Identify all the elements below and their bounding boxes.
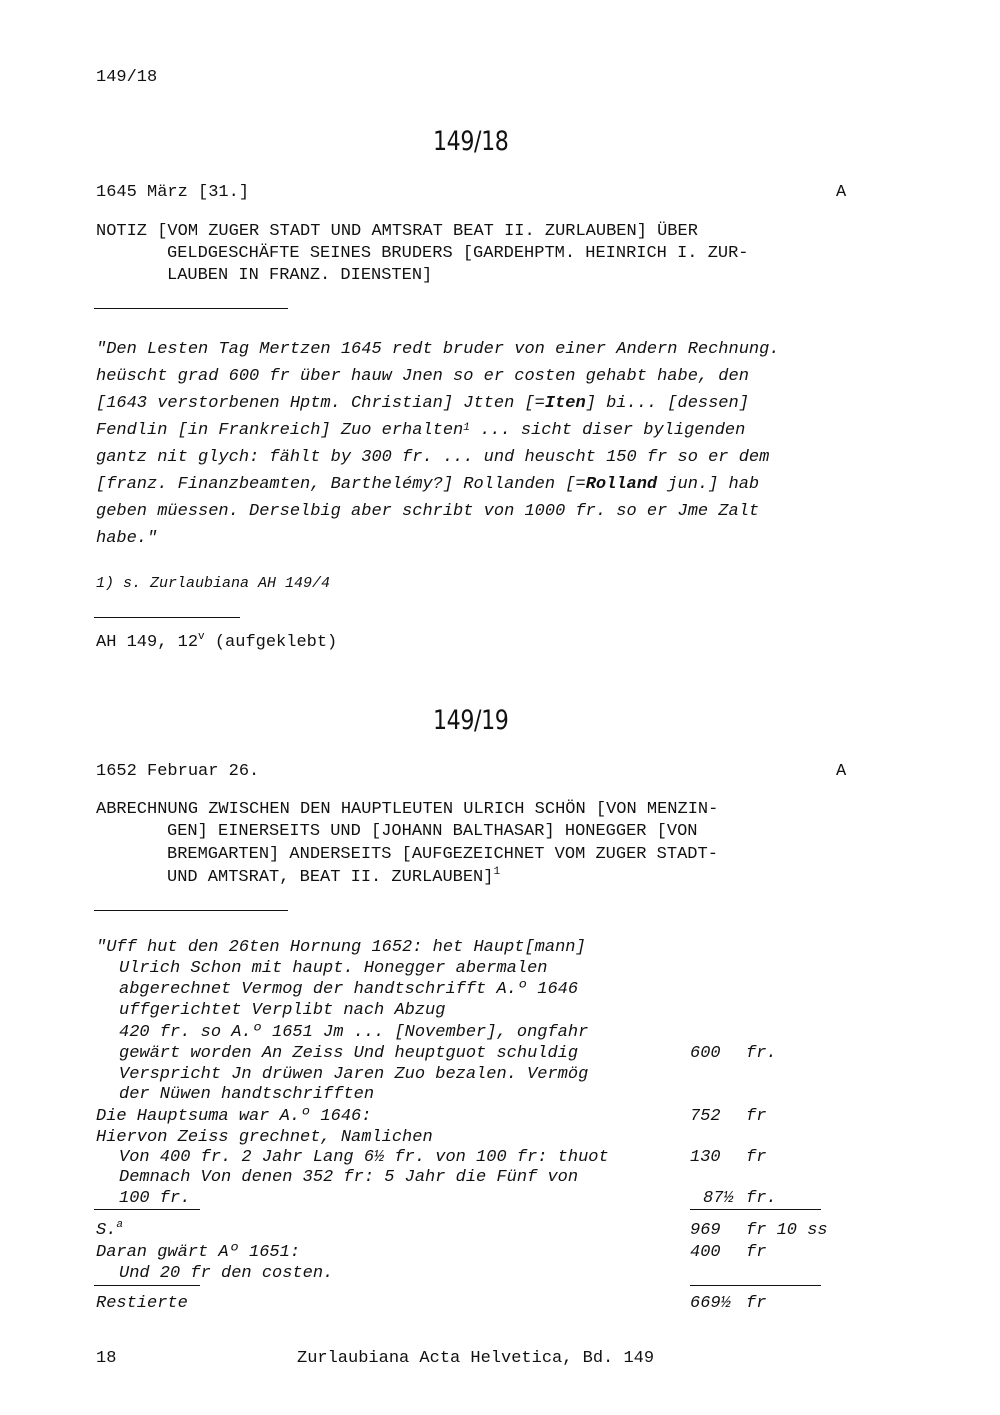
account-line: Die Hauptsuma war A.º 1646: <box>96 1107 372 1126</box>
amount: 130 <box>690 1148 721 1167</box>
entry-number-149-18: 149/18 <box>433 126 509 157</box>
sum-rule-left <box>94 1285 200 1286</box>
entry2-mark: A <box>836 762 847 781</box>
account-line: Daran gwärt Aº 1651: <box>96 1243 301 1262</box>
amount: 669½ <box>690 1294 731 1313</box>
unit: fr 10 ss <box>746 1221 828 1240</box>
unit: fr <box>746 1107 767 1126</box>
account-line: der Nüwen handtschrifften <box>119 1085 375 1104</box>
page-number: 18 <box>96 1349 117 1368</box>
entry2-title-line: BREMGARTEN] ANDERSEITS [AUFGEZEICHNET VOM ZUGER STADT- <box>167 845 718 864</box>
account-line: Restierte <box>96 1294 188 1313</box>
unit: fr. <box>746 1189 777 1208</box>
account-line <box>96 1221 123 1240</box>
sum-rule-right <box>690 1209 821 1210</box>
account-line: Von 400 fr. 2 Jahr Lang 6½ fr. von 100 fr: thuot <box>119 1148 609 1167</box>
unit: fr <box>746 1243 767 1262</box>
bold-name-rolland: Rolland <box>585 475 658 494</box>
unit: fr <box>746 1294 767 1313</box>
entry2-title-line: ABRECHNUNG ZWISCHEN DEN HAUPTLEUTEN ULRICH SCHÖN [VON MENZIN- <box>96 800 719 819</box>
footnote-divider <box>94 617 240 618</box>
account-line: abgerechnet Vermog der handtschrifft A.º 1646 <box>119 980 579 999</box>
entry1-source <box>96 633 337 652</box>
entry1-title-line: GELDGESCHÄFTE SEINES BRUDERS [GARDEHPTM. HEINRICH I. ZUR- <box>167 244 749 263</box>
entry1-footnote: 1) s. Zurlaubiana AH 149/4 <box>96 575 331 592</box>
quote-line: ] bi... [dessen] <box>585 394 749 413</box>
title-text: UND AMTSRAT, BEAT II. ZURLAUBEN] <box>167 868 494 887</box>
amount: 87½ <box>703 1189 734 1208</box>
section-divider <box>94 910 288 911</box>
unit: fr. <box>746 1044 777 1063</box>
entry1-title-line: LAUBEN IN FRANZ. DIENSTEN] <box>167 266 433 285</box>
account-line: Demnach Von denen 352 fr: 5 Jahr die Fünf von <box>119 1168 579 1187</box>
sum-label: S. <box>96 1221 117 1240</box>
unit: fr <box>746 1148 767 1167</box>
quote-line: heüscht grad 600 fr über hauw Jnen so er costen gehabt habe, den <box>96 367 749 386</box>
source-text: AH 149, 12 <box>96 633 199 652</box>
quote-line: "Den Lesten Tag Mertzen 1645 redt bruder von einer Andern Rechnung. <box>96 340 780 359</box>
footnote-ref: a <box>116 1219 124 1231</box>
account-line: Ulrich Schon mit haupt. Honegger abermalen <box>119 959 548 978</box>
footnote-ref: 1 <box>463 422 470 434</box>
account-line: 100 fr. <box>119 1189 191 1208</box>
entry2-date: 1652 Februar 26. <box>96 762 260 781</box>
running-header: 149/18 <box>96 68 158 87</box>
entry1-date: 1645 März [31.] <box>96 183 250 202</box>
entry-number-149-19: 149/19 <box>433 705 509 736</box>
entry1-title-line: NOTIZ [VOM ZUGER STADT UND AMTSRAT BEAT II. ZURLAUBEN] ÜBER <box>96 222 698 241</box>
amount: 969 <box>690 1221 721 1240</box>
account-line: 420 fr. so A.º 1651 Jm ... [November], ongfahr <box>119 1023 589 1042</box>
account-line: "Uff hut den 26ten Hornung 1652: het Haupt[mann] <box>96 938 586 957</box>
amount: 400 <box>690 1243 721 1262</box>
footnote-ref: 1 <box>493 866 501 878</box>
series-title: Zurlaubiana Acta Helvetica, Bd. 149 <box>297 1349 655 1368</box>
quote-line: Fendlin [in Frankreich] Zuo erhalten <box>96 421 464 440</box>
account-line: uffgerichtet Verplibt nach Abzug <box>119 1001 446 1020</box>
account-line: Hiervon Zeiss grechnet, Namlichen <box>96 1128 433 1147</box>
entry2-title-line: GEN] EINERSEITS UND [JOHANN BALTHASAR] HONEGGER [VON <box>167 822 698 841</box>
bold-name-iten: Iten <box>544 394 586 413</box>
sum-rule-left <box>94 1209 200 1210</box>
source-tail: (aufgeklebt) <box>204 633 338 652</box>
quote-line: [1643 verstorbenen Hptm. Christian] Jtten [= <box>96 394 545 413</box>
entry2-title-line <box>167 868 500 887</box>
quote-line: geben müessen. Derselbig aber schribt von 1000 fr. so er Jme Zalt <box>96 502 760 521</box>
entry1-quote <box>96 336 780 552</box>
account-line: Und 20 fr den costen. <box>119 1264 334 1283</box>
section-divider <box>94 308 288 309</box>
quote-line: gantz nit glych: fählt by 300 fr. ... und heuscht 150 fr so er dem <box>96 448 770 467</box>
account-line: gewärt worden An Zeiss Und heuptguot schuldig <box>119 1044 579 1063</box>
quote-line: [franz. Finanzbeamten, Barthelémy?] Rollanden [= <box>96 475 586 494</box>
sum-rule-right <box>690 1285 821 1286</box>
quote-line: habe." <box>96 529 158 548</box>
amount: 600 <box>690 1044 721 1063</box>
quote-line: ... sicht diser byligenden <box>469 421 746 440</box>
entry1-mark: A <box>836 183 847 202</box>
amount: 752 <box>690 1107 721 1126</box>
quote-line: jun.] hab <box>657 475 760 494</box>
source-verso: v <box>198 631 205 643</box>
account-line: Verspricht Jn drüwen Jaren Zuo bezalen. Vermög <box>119 1065 589 1084</box>
